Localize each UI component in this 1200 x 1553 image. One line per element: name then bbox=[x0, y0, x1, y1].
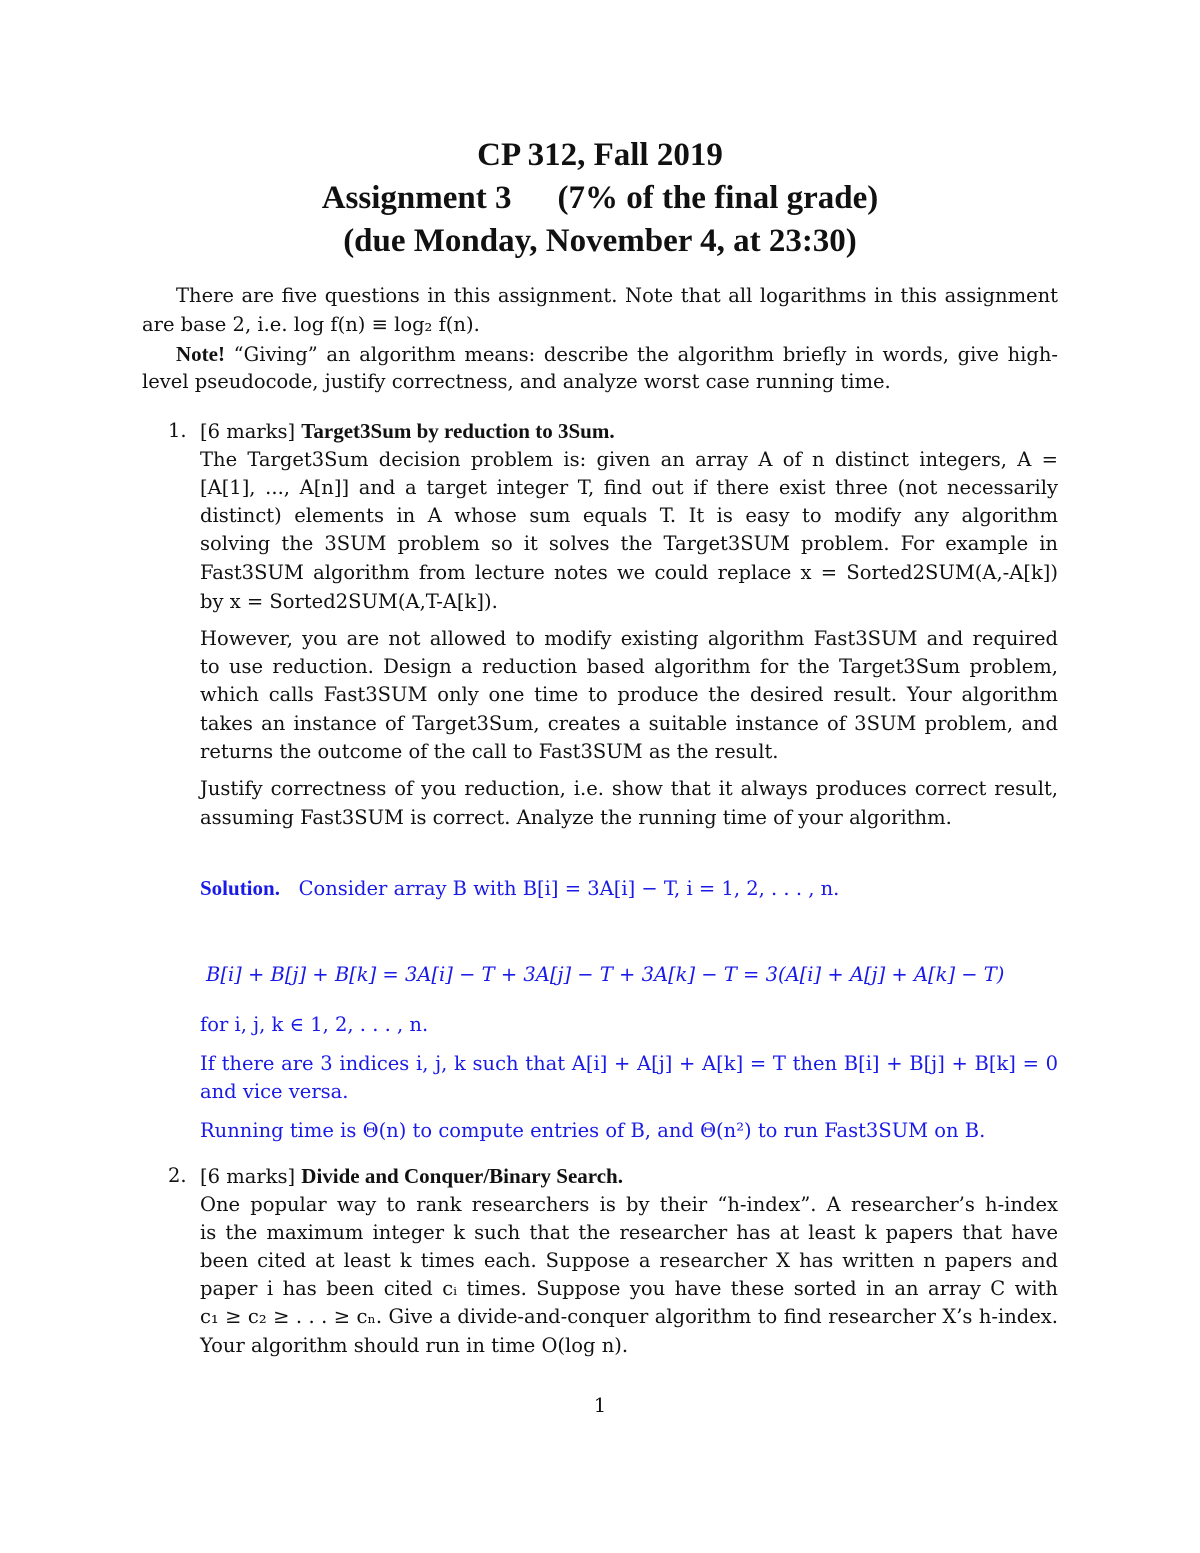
q1-p3-line: Justify correctness of you reduction, i.e. show that it always produces correct result, bbox=[200, 777, 1058, 800]
q2-line: been cited at least k times each. Suppose a researcher X has written n papers and bbox=[200, 1249, 1058, 1272]
course-title: CP 312, Fall 2019 bbox=[477, 137, 723, 173]
solution-equation: B[i] + B[j] + B[k] = 3A[i] − T + 3A[j] − T + 3A[k] − T = 3(A[i] + A[j] + A[k] − T) bbox=[206, 963, 1005, 986]
solution-text-2: for i, j, k ∈ 1, 2, . . . , n. bbox=[200, 1013, 429, 1036]
solution-text-1: Consider array B with B[i] = 3A[i] − T, i = 1, 2, . . . , n. bbox=[298, 877, 840, 900]
question-1-title: Target3Sum by reduction to 3Sum. bbox=[301, 419, 615, 443]
note-line-2: level pseudocode, justify correctness, and analyze worst case running time. bbox=[142, 370, 891, 393]
solution-running-time: Running time is Θ(n) to compute entries of B, and Θ(n²) to run Fast3SUM on B. bbox=[200, 1119, 986, 1142]
grade-weight: (7% of the final grade) bbox=[557, 180, 879, 216]
assignment-title bbox=[0, 180, 1200, 217]
q1-p1-line: distinct) elements in A whose sum equals T. It is easy to modify any algorithm bbox=[200, 504, 1058, 527]
intro-line-1: There are five questions in this assignment. Note that all logarithms in this assignment bbox=[176, 284, 1058, 307]
q1-p2-line: However, you are not allowed to modify existing algorithm Fast3SUM and required bbox=[200, 627, 1058, 650]
question-2-title: Divide and Conquer/Binary Search. bbox=[301, 1164, 623, 1188]
solution-text-3: If there are 3 indices i, j, k such that A[i] + A[j] + A[k] = T then B[i] + B[j] + B[k] = 0 bbox=[200, 1052, 1058, 1075]
q1-p1-line: Fast3SUM algorithm from lecture notes we could replace x = Sorted2SUM(A,-A[k]) bbox=[200, 561, 1058, 584]
due-date: (due Monday, November 4, at 23:30) bbox=[343, 223, 857, 259]
question-2-marks: [6 marks] bbox=[200, 1165, 296, 1188]
q1-p1-line: [A[1], ..., A[n]] and a target integer T, find out if there exist three (not necessarily bbox=[200, 476, 1058, 499]
note-line-1 bbox=[176, 340, 1058, 369]
q1-p2-line: which calls Fast3SUM only one time to produce the desired result. Your algorithm bbox=[200, 683, 1058, 706]
q2-line: One popular way to rank researchers is by their “h-index”. A researcher’s h-index bbox=[200, 1193, 1058, 1216]
question-1-heading bbox=[200, 417, 615, 446]
solution-line-1 bbox=[200, 874, 839, 903]
q2-line: paper i has been cited cᵢ times. Suppose you have these sorted in an array C with bbox=[200, 1277, 1058, 1300]
solution-text-4: and vice versa. bbox=[200, 1080, 349, 1103]
note-text: “Giving” an algorithm means: describe the algorithm briefly in words, give high- bbox=[233, 343, 1058, 366]
question-1-number: 1. bbox=[168, 419, 187, 442]
q1-p3-line: assuming Fast3SUM is correct. Analyze the running time of your algorithm. bbox=[200, 806, 952, 829]
question-2-heading bbox=[200, 1162, 623, 1191]
intro-line-2: are base 2, i.e. log f(n) ≡ log₂ f(n). bbox=[142, 313, 480, 336]
page-number: 1 bbox=[593, 1394, 607, 1417]
q1-p2-line: returns the outcome of the call to Fast3SUM as the result. bbox=[200, 740, 779, 763]
q2-line: Your algorithm should run in time O(log n). bbox=[200, 1334, 629, 1357]
assignment-name: Assignment 3 bbox=[321, 180, 512, 216]
q1-p1-line: by x = Sorted2SUM(A,T-A[k]). bbox=[200, 590, 498, 613]
note-label: Note! bbox=[176, 342, 225, 366]
q2-line: is the maximum integer k such that the researcher has at least k papers that have bbox=[200, 1221, 1058, 1244]
q1-p2-line: to use reduction. Design a reduction based algorithm for the Target3Sum problem, bbox=[200, 655, 1058, 678]
solution-label: Solution. bbox=[200, 876, 280, 900]
q1-p1-line: The Target3Sum decision problem is: given an array A of n distinct integers, A = bbox=[200, 448, 1058, 471]
question-1-marks: [6 marks] bbox=[200, 420, 296, 443]
q2-line: c₁ ≥ c₂ ≥ . . . ≥ cₙ. Give a divide-and-conquer algorithm to find researcher X’s h-index. bbox=[200, 1305, 1058, 1328]
q1-p1-line: solving the 3SUM problem so it solves the Target3SUM problem. For example in bbox=[200, 532, 1058, 555]
question-2-number: 2. bbox=[168, 1164, 187, 1187]
q1-p2-line: takes an instance of Target3Sum, creates a suitable instance of 3SUM problem, and bbox=[200, 712, 1058, 735]
